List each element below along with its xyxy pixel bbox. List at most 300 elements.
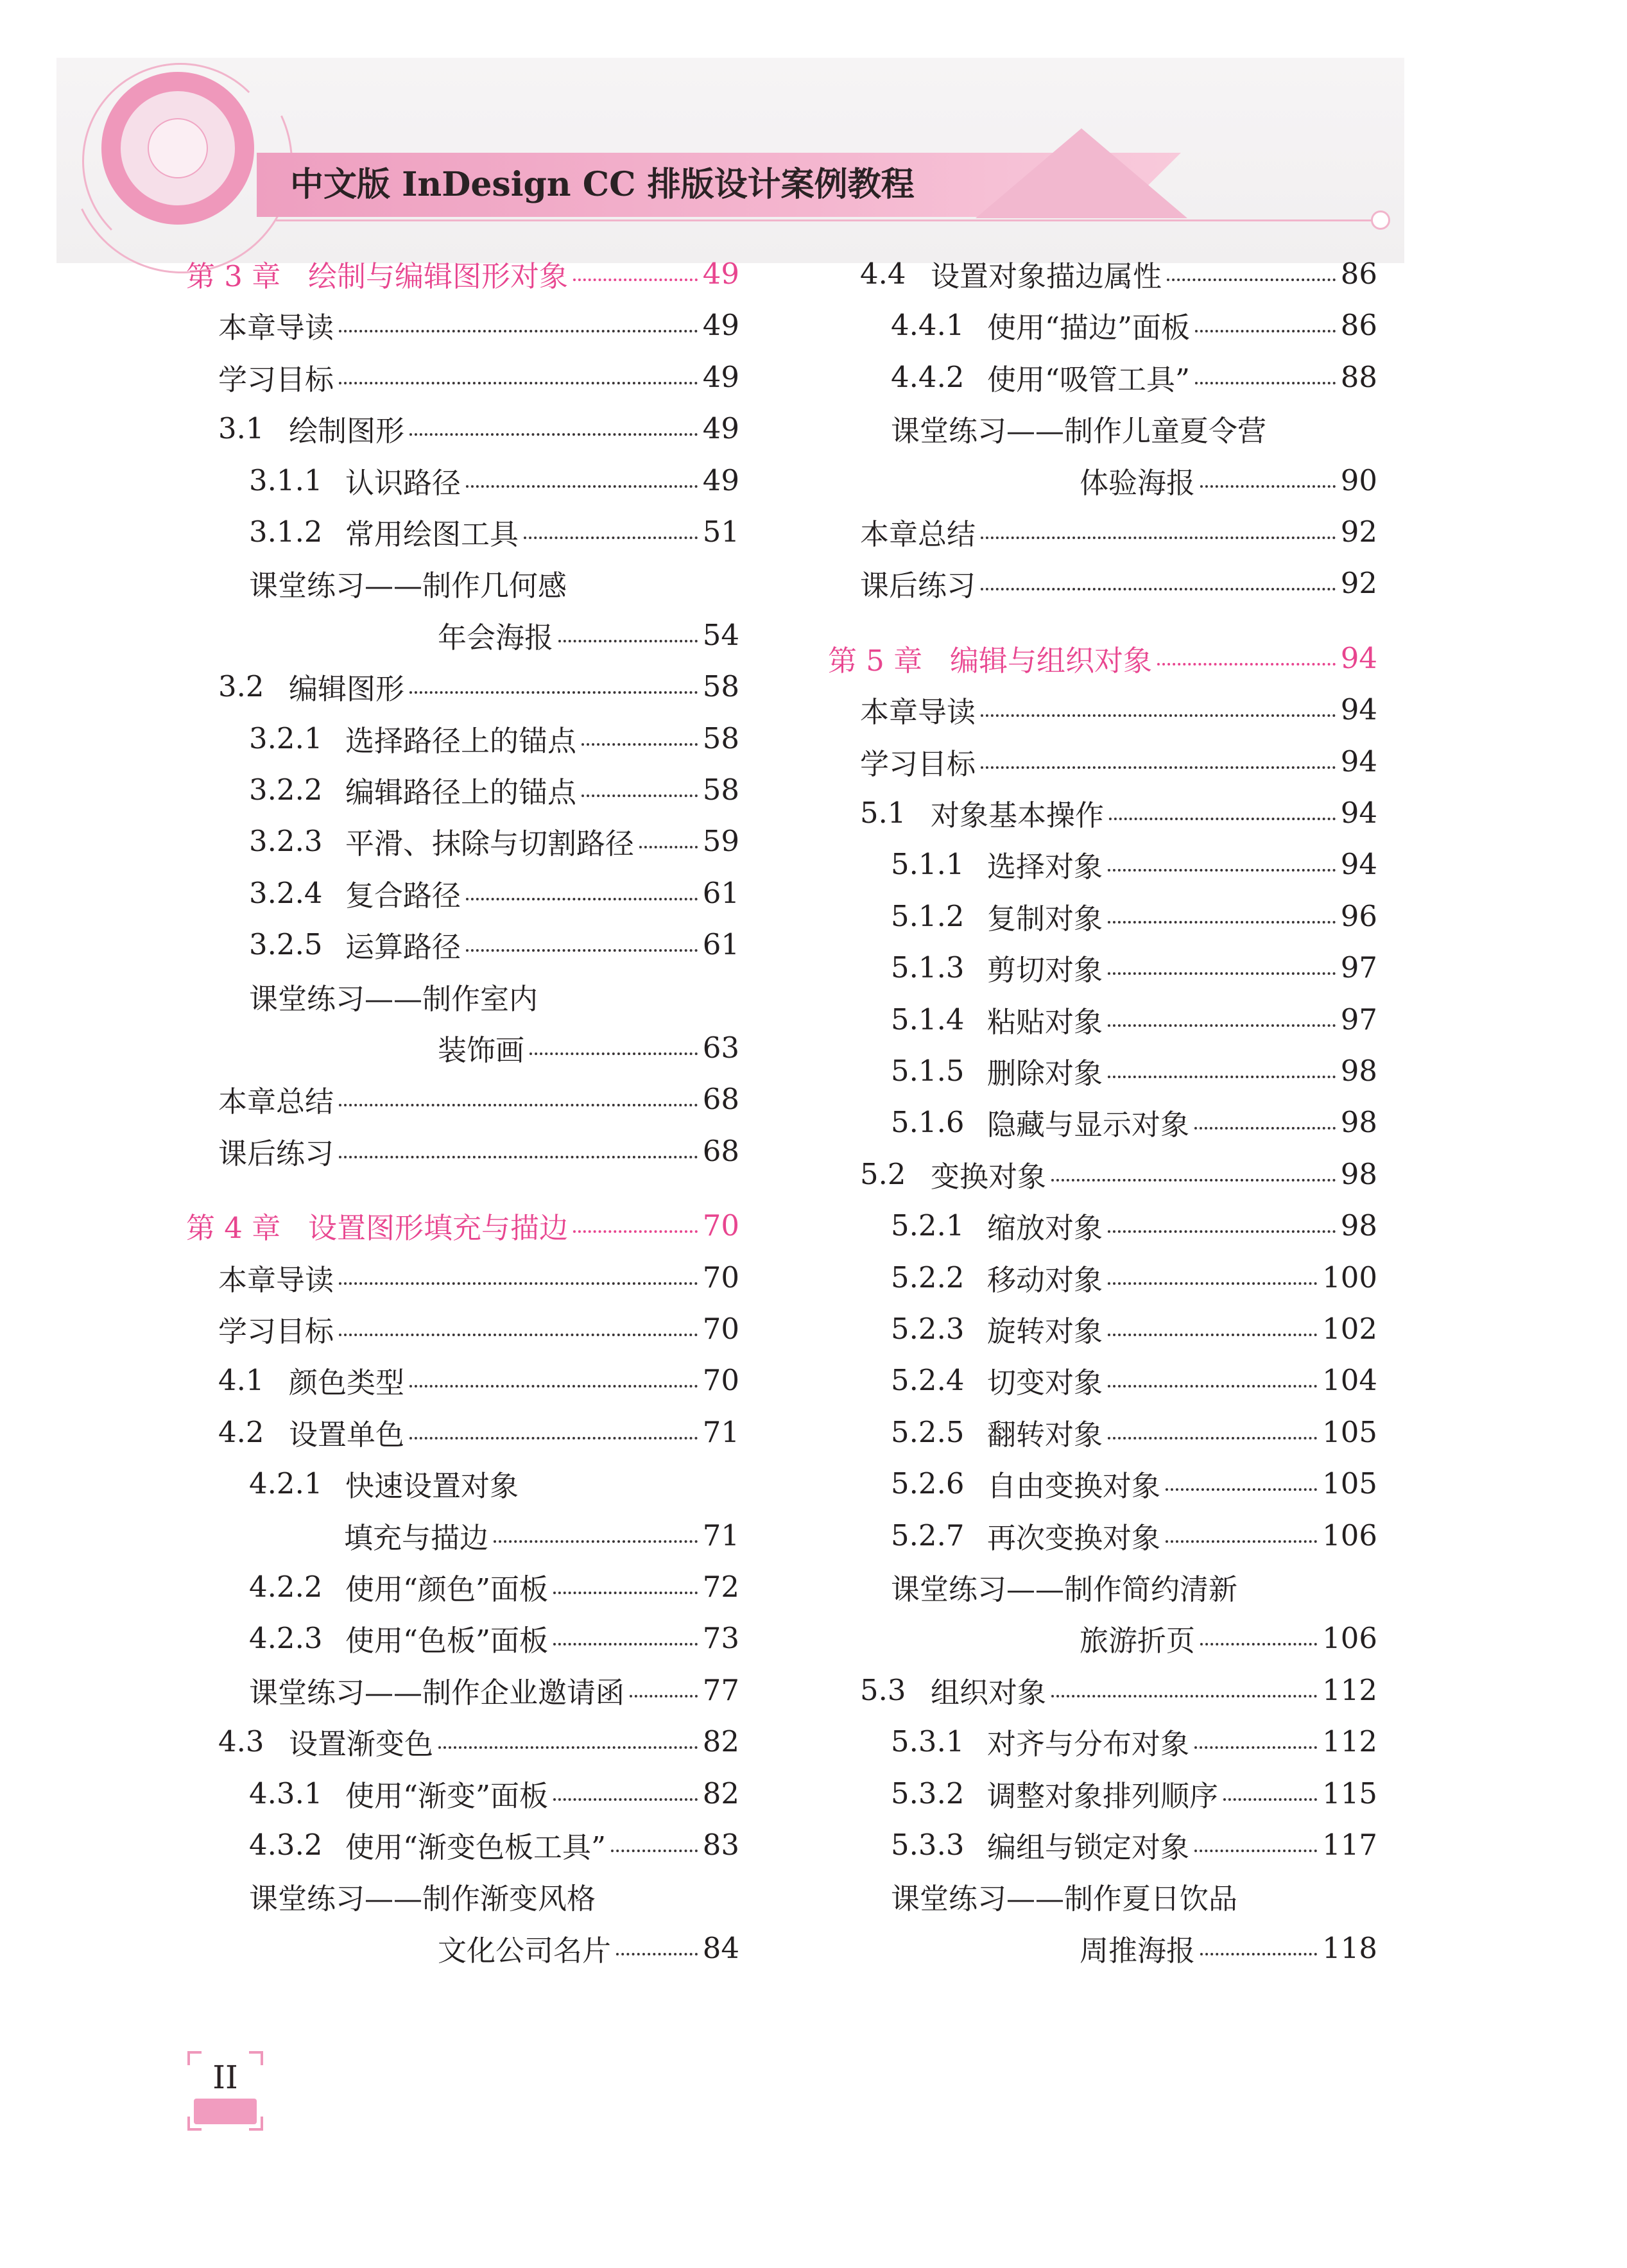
toc-page-number: 73	[702, 1620, 739, 1655]
toc-page-number: 90	[1340, 463, 1377, 497]
toc-leader-dots	[553, 1643, 698, 1645]
toc-entry	[249, 1612, 739, 1663]
toc-page-number: 94	[1340, 640, 1377, 675]
toc-entry-title: 选择对象	[987, 849, 1103, 884]
toc-leader-dots	[553, 1592, 698, 1594]
toc-entry-number: 4.1	[218, 1362, 264, 1397]
toc-entry-title: 课堂练习——制作简约清新	[891, 1572, 1238, 1606]
corner-mark	[249, 2117, 263, 2131]
toc-entry-title: 使用“吸管工具”	[987, 362, 1191, 397]
toc-entry-title: 设置图形填充与描边	[308, 1210, 569, 1245]
toc-page-number: 105	[1322, 1414, 1377, 1449]
toc-leader-dots	[438, 1746, 698, 1749]
toc-entry-number: 第 4 章	[186, 1210, 281, 1245]
toc-leader-dots	[1167, 279, 1336, 281]
toc-page-number: 49	[702, 463, 739, 497]
toc-entry-number: 5.2	[860, 1156, 906, 1191]
toc-leader-dots	[1194, 1127, 1336, 1130]
toc-page-number: 54	[702, 617, 739, 652]
toc-entry	[891, 1767, 1377, 1819]
toc-page-number: 77	[702, 1672, 739, 1707]
toc-page-number: 112	[1322, 1672, 1377, 1707]
toc-leader-dots	[1108, 1334, 1317, 1336]
toc-entry-title: 本章导读	[218, 1262, 334, 1297]
toc-leader-dots	[1108, 1076, 1336, 1078]
toc-page-number: 100	[1322, 1260, 1377, 1294]
toc-page-number: 92	[1340, 514, 1377, 549]
toc-entry	[249, 815, 739, 866]
toc-entry-number: 5.1.2	[891, 898, 965, 933]
toc-entry-title: 设置渐变色	[289, 1726, 434, 1761]
toc-leader-dots	[339, 1282, 698, 1285]
toc-entry-title: 本章总结	[218, 1084, 334, 1119]
toc-leader-dots	[409, 691, 698, 694]
toc-entry-title: 切变对象	[987, 1365, 1103, 1400]
toc-entry-title: 快速设置对象	[345, 1468, 519, 1503]
toc-leader-dots	[339, 1334, 698, 1336]
toc-entry-title: 周推海报	[1080, 1933, 1196, 1968]
toc-leader-dots	[981, 588, 1336, 590]
toc-entry-number: 5.3.3	[891, 1827, 965, 1862]
toc-entry-title: 本章总结	[860, 517, 976, 551]
toc-entry-title: 隐藏与显示对象	[987, 1107, 1190, 1142]
toc-entry-number: 3.2.2	[249, 772, 323, 807]
toc-leader-dots	[1051, 1695, 1317, 1697]
toc-leader-dots	[494, 1540, 698, 1543]
toc-entry-number: 3.1	[218, 411, 264, 445]
toc-page-number: 94	[1340, 795, 1377, 830]
toc-entry	[891, 1303, 1377, 1354]
book-title: 中文版 InDesign CC 排版设计案例教程	[290, 165, 915, 204]
toc-page-number: 105	[1322, 1466, 1377, 1500]
toc-entry-title: 颜色类型	[289, 1365, 405, 1400]
page-number-badge	[187, 2051, 263, 2131]
toc-leader-dots	[339, 1156, 698, 1158]
toc-leader-dots	[1108, 972, 1336, 975]
toc-entry-title: 组织对象	[931, 1675, 1047, 1710]
toc-entry	[249, 1819, 739, 1870]
toc-page-number: 82	[702, 1724, 739, 1758]
toc-entry-title: 编辑图形	[289, 671, 405, 706]
toc-page-number: 58	[702, 721, 739, 755]
toc-entry-number: 4.2	[218, 1414, 264, 1449]
toc-entry-number: 5.1.6	[891, 1104, 965, 1139]
toc-entry	[1080, 1612, 1377, 1663]
toc-entry-title: 移动对象	[987, 1262, 1103, 1297]
toc-entry-title: 使用“颜色”面板	[345, 1572, 549, 1606]
toc-entry	[891, 1819, 1377, 1870]
toc-entry-title: 再次变换对象	[987, 1520, 1161, 1555]
toc-page-number: 59	[702, 823, 739, 858]
toc-entry-number: 5.3.2	[891, 1776, 965, 1810]
toc-page-number: 88	[1340, 359, 1377, 394]
toc-leader-dots	[1194, 1850, 1317, 1852]
toc-entry	[860, 787, 1377, 838]
toc-entry-title: 设置对象描边属性	[931, 259, 1162, 293]
toc-page-number: 72	[702, 1569, 739, 1604]
toc-entry-number: 5.1.3	[891, 950, 965, 984]
header-dot-icon	[1371, 210, 1390, 230]
toc-entry	[891, 1045, 1377, 1096]
toc-entry-title: 复制对象	[987, 901, 1103, 936]
toc-entry-title: 缩放对象	[987, 1210, 1103, 1245]
toc-entry-title: 装饰画	[438, 1033, 525, 1067]
toc-entry	[891, 402, 1377, 454]
toc-entry-title: 删除对象	[987, 1056, 1103, 1090]
toc-entry	[218, 1125, 739, 1176]
toc-entry-title: 粘贴对象	[987, 1004, 1103, 1039]
corner-mark	[187, 2117, 202, 2131]
toc-leader-dots	[1200, 1643, 1317, 1645]
toc-entry-title: 课堂练习——制作几何感	[249, 568, 567, 603]
toc-entry-title: 使用“渐变色板工具”	[345, 1830, 607, 1864]
toc-leader-dots	[553, 1798, 698, 1801]
toc-entry	[860, 248, 1377, 299]
toc-entry	[218, 402, 739, 454]
toc-leader-dots	[630, 1695, 698, 1697]
toc-entry-number: 第 3 章	[186, 259, 281, 293]
toc-page-number: 98	[1340, 1053, 1377, 1088]
toc-entry	[218, 1073, 739, 1124]
toc-entry-title: 学习目标	[218, 1314, 334, 1348]
toc-entry	[1080, 1922, 1377, 1973]
toc-entry-title: 调整对象排列顺序	[987, 1778, 1219, 1813]
toc-entry-title: 旅游折页	[1080, 1623, 1196, 1658]
toc-leader-dots	[466, 485, 698, 488]
toc-entry	[860, 735, 1377, 787]
toc-entry-title: 自由变换对象	[987, 1468, 1161, 1503]
toc-entry-number: 4.3.2	[249, 1827, 323, 1862]
toc-entry-number: 5.2.1	[891, 1208, 965, 1242]
toc-entry	[891, 299, 1377, 350]
toc-leader-dots	[1109, 818, 1336, 820]
toc-page-number: 63	[702, 1030, 739, 1065]
toc-entry-title: 绘制图形	[289, 413, 405, 448]
toc-leader-dots	[558, 640, 698, 642]
toc-entry-title: 使用“色板”面板	[345, 1623, 549, 1658]
toc-entry-number: 5.2.7	[891, 1518, 965, 1552]
toc-entry-title: 文化公司名片	[438, 1933, 612, 1968]
toc-entry-number: 3.2.1	[249, 721, 323, 755]
toc-leader-dots	[409, 433, 698, 436]
header-ring-center	[148, 118, 208, 178]
toc-entry	[249, 1561, 739, 1612]
toc-entry-title: 选择路径上的锚点	[345, 723, 577, 758]
toc-entry-title: 填充与描边	[344, 1520, 489, 1555]
toc-entry-number: 4.2.1	[249, 1466, 323, 1500]
toc-entry	[218, 1303, 739, 1354]
toc-entry-title: 本章导读	[860, 694, 976, 729]
toc-entry-title: 常用绘图工具	[345, 517, 519, 551]
toc-entry-title: 年会海报	[438, 620, 554, 655]
toc-page-number: 83	[702, 1827, 739, 1862]
toc-entry-title: 平滑、抹除与切割路径	[345, 826, 635, 861]
toc-entry-title: 体验海报	[1080, 465, 1196, 500]
toc-entry	[218, 1354, 739, 1405]
toc-chapter-entry	[186, 248, 739, 299]
toc-leader-dots	[1157, 663, 1336, 666]
toc-page-number: 112	[1322, 1724, 1377, 1758]
toc-page-number: 49	[702, 307, 739, 342]
toc-entry	[249, 712, 739, 764]
toc-entry	[891, 993, 1377, 1045]
toc-entry	[891, 1251, 1377, 1303]
toc-page-number: 84	[702, 1930, 739, 1965]
toc-entry-title: 使用“渐变”面板	[345, 1778, 549, 1813]
toc-entry-title: 绘制与编辑图形对象	[308, 259, 569, 293]
toc-page-number: 92	[1340, 565, 1377, 600]
toc-entry-number: 3.1.2	[249, 514, 323, 549]
toc-entry-number: 4.4.2	[891, 359, 965, 394]
toc-leader-dots	[466, 898, 698, 900]
toc-entry-number: 3.2.5	[249, 927, 323, 961]
toc-entry	[891, 1457, 1377, 1509]
toc-page-number: 117	[1322, 1827, 1377, 1862]
toc-entry	[891, 1870, 1377, 1921]
toc-leader-dots	[409, 1385, 698, 1387]
toc-leader-dots	[573, 1230, 698, 1233]
toc-entry-title: 课堂练习——制作夏日饮品	[891, 1881, 1238, 1916]
toc-entry	[249, 506, 739, 557]
toc-leader-dots	[1200, 485, 1336, 488]
toc-entry	[891, 1561, 1377, 1612]
toc-entry	[860, 506, 1377, 557]
toc-leader-dots	[573, 279, 698, 281]
toc-entry	[1080, 454, 1377, 506]
toc-entry	[891, 351, 1377, 402]
toc-page-number: 71	[702, 1414, 739, 1449]
toc-entry	[891, 890, 1377, 941]
toc-entry	[344, 1509, 739, 1561]
toc-entry	[218, 660, 739, 712]
toc-leader-dots	[1195, 382, 1336, 384]
toc-entry	[249, 1870, 739, 1921]
toc-entry	[860, 557, 1377, 608]
toc-entry	[860, 683, 1377, 735]
toc-entry	[249, 557, 739, 608]
toc-entry	[249, 1457, 739, 1509]
toc-leader-dots	[524, 537, 698, 539]
toc-entry-title: 课堂练习——制作渐变风格	[249, 1881, 596, 1916]
toc-entry-title: 课后练习	[860, 568, 976, 603]
toc-page-number: 68	[702, 1133, 739, 1168]
toc-leader-dots	[1108, 1282, 1317, 1285]
toc-entry	[218, 351, 739, 402]
toc-entry-title: 编辑与组织对象	[950, 643, 1153, 678]
toc-leader-dots	[981, 537, 1336, 539]
toc-entry-number: 5.2.6	[891, 1466, 965, 1500]
toc-leader-dots	[1223, 1798, 1317, 1801]
toc-entry-title: 编辑路径上的锚点	[345, 775, 577, 809]
toc-leader-dots	[981, 766, 1336, 769]
toc-leader-dots	[1051, 1179, 1336, 1181]
toc-entry-title: 旋转对象	[987, 1314, 1103, 1348]
toc-page-number: 71	[702, 1518, 739, 1552]
toc-entry-number: 第 5 章	[828, 643, 923, 678]
toc-page-number: 70	[702, 1362, 739, 1397]
toc-entry	[891, 1509, 1377, 1561]
toc-leader-dots	[1166, 1488, 1317, 1491]
toc-leader-dots	[639, 846, 698, 848]
toc-entry-title: 复合路径	[345, 878, 461, 913]
toc-entry-title: 课后练习	[218, 1136, 334, 1171]
toc-leader-dots	[1108, 1230, 1336, 1233]
toc-entry-number: 5.2.5	[891, 1414, 965, 1449]
toc-entry	[438, 1922, 739, 1973]
page-number-fill	[194, 2099, 257, 2124]
toc-entry-number: 4.4	[860, 256, 906, 291]
toc-entry-number: 5.3	[860, 1672, 906, 1707]
toc-leader-dots	[611, 1850, 698, 1852]
toc-leader-dots	[339, 330, 698, 332]
toc-entry-title: 剪切对象	[987, 952, 1103, 987]
toc-leader-dots	[466, 949, 698, 952]
toc-page-number: 118	[1322, 1930, 1377, 1965]
toc-entry	[218, 1406, 739, 1457]
toc-entry-number: 4.2.2	[249, 1569, 323, 1604]
toc-entry-title: 课堂练习——制作企业邀请函	[249, 1675, 625, 1710]
toc-entry-number: 3.1.1	[249, 463, 323, 497]
toc-page-number: 61	[702, 927, 739, 961]
toc-entry-number: 5.3.1	[891, 1724, 965, 1758]
toc-entry-title: 设置单色	[289, 1417, 405, 1452]
toc-entry	[891, 1715, 1377, 1767]
toc-page-number: 82	[702, 1776, 739, 1810]
toc-page-number: 102	[1322, 1311, 1377, 1346]
toc-page-number: 61	[702, 875, 739, 910]
toc-leader-dots	[339, 1104, 698, 1106]
toc-entry-number: 5.2.2	[891, 1260, 965, 1294]
toc-entry-number: 3.2.3	[249, 823, 323, 858]
toc-page-number: 58	[702, 669, 739, 703]
toc-leader-dots	[529, 1052, 698, 1055]
toc-page-number: 58	[702, 772, 739, 807]
toc-chapter-entry	[828, 632, 1377, 683]
toc-entry-title: 对象基本操作	[931, 798, 1105, 832]
toc-leader-dots	[339, 382, 698, 384]
toc-page-number: 97	[1340, 1002, 1377, 1036]
toc-entry	[218, 1715, 739, 1767]
toc-page-number: 94	[1340, 846, 1377, 881]
toc-entry	[891, 838, 1377, 889]
toc-entry-title: 认识路径	[345, 465, 461, 500]
toc-entry-number: 4.4.1	[891, 307, 965, 342]
toc-entry-number: 4.3	[218, 1724, 264, 1758]
toc-entry	[891, 1406, 1377, 1457]
toc-entry	[891, 1354, 1377, 1405]
toc-chapter-entry	[186, 1199, 739, 1251]
toc-leader-dots	[581, 743, 698, 746]
toc-entry	[438, 1022, 739, 1073]
toc-entry-title: 对齐与分布对象	[987, 1726, 1190, 1761]
toc-page-number: 70	[702, 1208, 739, 1242]
toc-entry	[860, 1148, 1377, 1199]
toc-leader-dots	[1166, 1540, 1317, 1543]
toc-page-number: 106	[1322, 1518, 1377, 1552]
toc-entry-title: 课堂练习——制作室内	[249, 981, 538, 1016]
toc-entry	[438, 609, 739, 660]
toc-entry-title: 学习目标	[218, 362, 334, 397]
toc-entry	[249, 867, 739, 918]
toc-entry-title: 翻转对象	[987, 1417, 1103, 1452]
toc-leader-dots	[1195, 330, 1336, 332]
toc-leader-dots	[1108, 921, 1336, 924]
toc-entry-title: 本章导读	[218, 310, 334, 345]
toc-entry-number: 5.1.4	[891, 1002, 965, 1036]
toc-leader-dots	[1108, 1385, 1317, 1387]
toc-entry	[891, 1199, 1377, 1251]
toc-entry-title: 编组与锁定对象	[987, 1830, 1190, 1864]
toc-page-number: 98	[1340, 1156, 1377, 1191]
toc-entry-number: 5.2.3	[891, 1311, 965, 1346]
toc-leader-dots	[581, 795, 698, 797]
toc-entry-number: 5.1.1	[891, 846, 965, 881]
toc-entry-title: 课堂练习——制作儿童夏令营	[891, 413, 1267, 448]
toc-page-number: 98	[1340, 1208, 1377, 1242]
toc-entry-number: 5.1.5	[891, 1053, 965, 1088]
toc-entry-title: 运算路径	[345, 929, 461, 964]
toc-leader-dots	[616, 1953, 698, 1955]
toc-page-number: 104	[1322, 1362, 1377, 1397]
toc-entry	[891, 941, 1377, 993]
toc-page-number: 86	[1340, 256, 1377, 291]
toc-entry	[891, 1096, 1377, 1147]
toc-leader-dots	[1108, 1024, 1336, 1027]
toc-page-number: 49	[702, 256, 739, 291]
toc-leader-dots	[1200, 1953, 1317, 1955]
toc-leader-dots	[409, 1437, 698, 1439]
toc-entry	[249, 918, 739, 970]
toc-entry	[218, 1251, 739, 1303]
toc-entry	[249, 970, 739, 1022]
toc-entry-number: 4.2.3	[249, 1620, 323, 1655]
toc-page-number: 51	[702, 514, 739, 549]
toc-leader-dots	[1194, 1746, 1317, 1749]
toc-page-number: 96	[1340, 898, 1377, 933]
toc-page-number: 49	[702, 359, 739, 394]
toc-entry-number: 5.1	[860, 795, 906, 830]
toc-page-number: 115	[1322, 1776, 1377, 1810]
toc-leader-dots	[1108, 1437, 1317, 1439]
toc-page-number: 97	[1340, 950, 1377, 984]
toc-page-number: 70	[702, 1311, 739, 1346]
toc-entry-number: 4.3.1	[249, 1776, 323, 1810]
toc-page-number: 86	[1340, 307, 1377, 342]
toc-entry	[249, 1767, 739, 1819]
toc-entry	[249, 454, 739, 506]
toc-leader-dots	[981, 714, 1336, 717]
toc-page-number: 68	[702, 1081, 739, 1116]
toc-leader-dots	[1108, 869, 1336, 872]
toc-entry-title: 使用“描边”面板	[987, 310, 1191, 345]
toc-entry-number: 5.2.4	[891, 1362, 965, 1397]
toc-page-number: 70	[702, 1260, 739, 1294]
toc-entry	[249, 764, 739, 815]
toc-page-number: 49	[702, 411, 739, 445]
toc-entry	[218, 299, 739, 350]
toc-page-number: 94	[1340, 692, 1377, 726]
toc-page-number: 106	[1322, 1620, 1377, 1655]
toc-entry	[249, 1664, 739, 1715]
toc-entry-title: 学习目标	[860, 746, 976, 781]
toc-entry	[860, 1664, 1377, 1715]
toc-page-number: 98	[1340, 1104, 1377, 1139]
toc-page-number: 94	[1340, 744, 1377, 778]
toc-entry-number: 3.2	[218, 669, 264, 703]
page-number: II	[212, 2059, 238, 2096]
toc-entry-number: 3.2.4	[249, 875, 323, 910]
toc-entry-title: 变换对象	[931, 1159, 1047, 1194]
